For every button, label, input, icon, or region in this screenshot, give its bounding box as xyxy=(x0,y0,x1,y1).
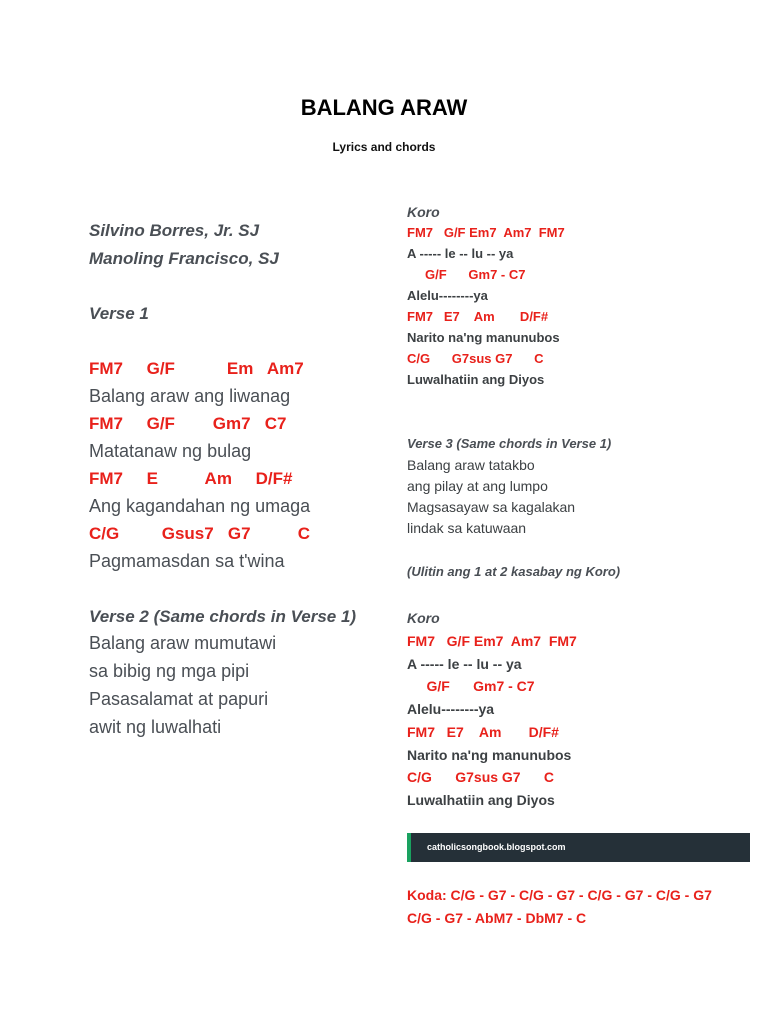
verse1-chord-line: C/G Gsus7 G7 C xyxy=(89,524,311,543)
koro2-lyric-line: Luwalhatiin ang Diyos xyxy=(407,792,555,808)
verse1-chord-line: FM7 G/F Gm7 C7 xyxy=(89,414,287,433)
koda-line-2: C/G - G7 - AbM7 - DbM7 - C xyxy=(407,910,587,926)
song-subtitle: Lyrics and chords xyxy=(332,140,436,154)
verse1-heading: Verse 1 xyxy=(89,304,149,323)
koro1-heading: Koro xyxy=(407,204,440,220)
koro1-chord-line: G/F Gm7 - C7 xyxy=(407,267,526,282)
verse3-lyric-line: ang pilay at ang lumpo xyxy=(407,478,548,494)
verse1-chord-line: FM7 G/F Em Am7 xyxy=(89,359,304,378)
koro1-chord-line: C/G G7sus G7 C xyxy=(407,351,544,366)
author-2: Manoling Francisco, SJ xyxy=(89,249,279,268)
author-1: Silvino Borres, Jr. SJ xyxy=(89,221,260,240)
koro1-lyric-line: Alelu--------ya xyxy=(407,288,488,303)
verse2-lyric-line: sa bibig ng mga pipi xyxy=(89,661,250,681)
koda-line-1: Koda: C/G - G7 - C/G - G7 - C/G - G7 - C/G - G7 xyxy=(407,887,712,903)
verse2-lyric-line: Balang araw mumutawi xyxy=(89,633,277,653)
verse1-chord-line: FM7 E Am D/F# xyxy=(89,469,293,488)
source-banner-text: catholicsongbook.blogspot.com xyxy=(427,842,566,852)
verse2-lyric-line: awit ng luwalhati xyxy=(89,717,222,737)
koro1-lyric-line: A ----- le -- lu -- ya xyxy=(407,246,514,261)
song-title: BALANG ARAW xyxy=(300,95,468,120)
koro2-chord-line: G/F Gm7 - C7 xyxy=(407,678,535,694)
koro2-lyric-line: Narito na'ng manunubos xyxy=(407,747,572,763)
verse3-lyric-line: lindak sa katuwaan xyxy=(407,520,527,536)
koro2-lyric-line: A ----- le -- lu -- ya xyxy=(407,656,522,672)
verse2-lyric-line: Pasasalamat at papuri xyxy=(89,689,269,709)
verse2-heading: Verse 2 (Same chords in Verse 1) xyxy=(89,607,357,626)
verse3-lyric-line: Magsasayaw sa kagalakan xyxy=(407,499,576,515)
verse1-lyric-line: Pagmamasdan sa t'wina xyxy=(89,551,285,571)
koro2-chord-line: FM7 G/F Em7 Am7 FM7 xyxy=(407,633,577,649)
koro1-lyric-line: Narito na'ng manunubos xyxy=(407,330,560,345)
koro1-chord-line: FM7 E7 Am D/F# xyxy=(407,309,549,324)
verse3-heading: Verse 3 (Same chords in Verse 1) xyxy=(407,436,612,451)
source-banner xyxy=(407,833,750,862)
koro1-lyric-line: Luwalhatiin ang Diyos xyxy=(407,372,545,387)
verse1-lyric-line: Matatanaw ng bulag xyxy=(89,441,252,461)
verse3-lyric-line: Balang araw tatakbo xyxy=(407,457,535,473)
koro2-heading: Koro xyxy=(407,610,440,626)
verse1-lyric-line: Ang kagandahan ng umaga xyxy=(89,496,311,516)
verse1-lyric-line: Balang araw ang liwanag xyxy=(89,386,291,406)
koro2-lyric-line: Alelu--------ya xyxy=(407,701,495,717)
repeat-note: (Ulitin ang 1 at 2 kasabay ng Koro) xyxy=(407,564,621,579)
koro1-chord-line: FM7 G/F Em7 Am7 FM7 xyxy=(407,225,565,240)
koro2-chord-line: C/G G7sus G7 C xyxy=(407,769,555,785)
koro2-chord-line: FM7 E7 Am D/F# xyxy=(407,724,559,740)
